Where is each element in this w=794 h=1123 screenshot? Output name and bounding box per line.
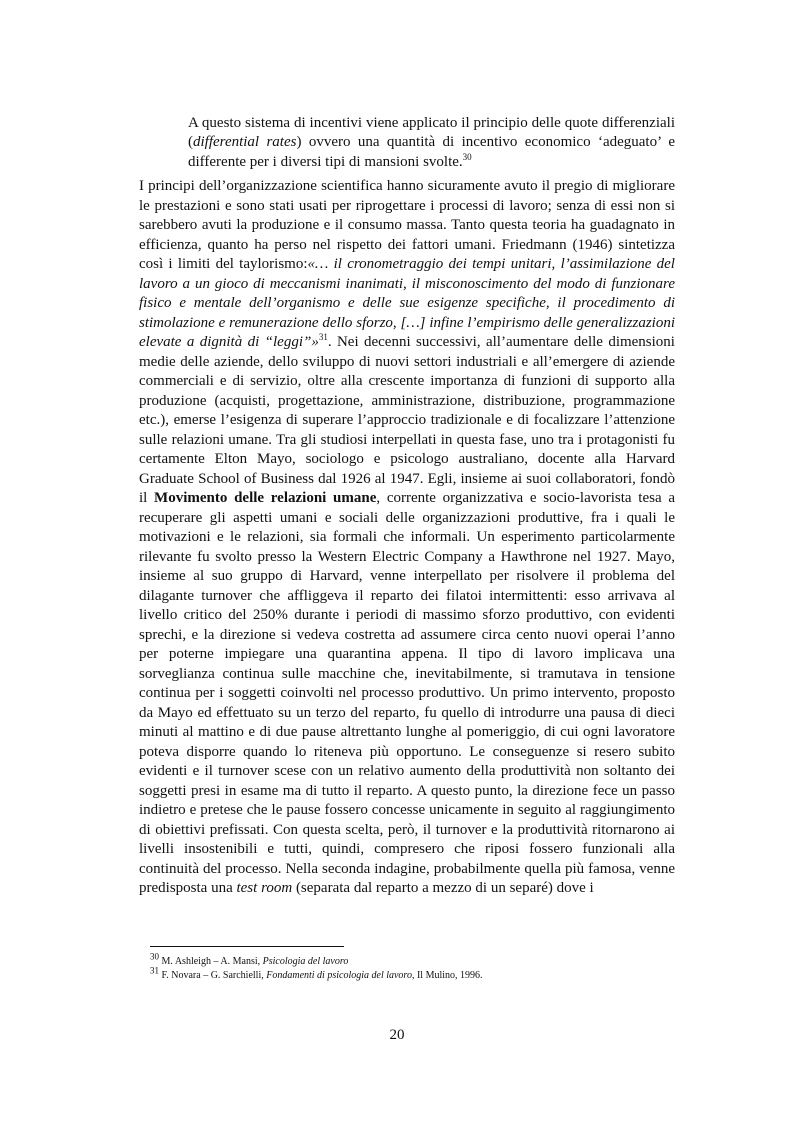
footnote-rest: Il Mulino, 1996. (414, 970, 483, 981)
body-text-4: (separata dal reparto a mezzo di un separé) dove i (292, 880, 594, 896)
bold-term: Movimento delle relazioni umane (154, 490, 377, 506)
footnote-authors: M. Ashleigh – A. Mansi, (161, 956, 263, 967)
body-paragraph (139, 177, 675, 899)
footnote-title: Psicologia del lavoro (262, 956, 349, 967)
body-text-3: , corrente organizzativa e socio-lavorista tesa a recuperare gli aspetti umani e sociali delle organizzazioni produttive, fra i quali le motivazioni e le relazioni, sia formali che informali. Un esperimento particolarmente rilevante fu svolto presso la Western Electric Company a Hawthrone nel 1927. Mayo, insieme al suo gruppo di Harvard, venne interpellato per risolvere il problema del dilagante turnover che affliggeva il reparto dei filatoi intermittenti: esso arrivava al livello critico del 250% durante i periodi di massimo sforzo produttivo, con evidenti sprechi, e la direzione si vedeva costretta ad assumere circa cento nuovi operai l’anno per poterne impiegare una quarantina appena. Il tipo di lavoro implicava una sorveglianza continua sulle macchine che, inevitabilmente, si tramutava in tensione continua per i soggetti coinvolti nel processo produttivo. Un primo intervento, proposto da Mayo ed effettuato su un terzo del reparto, fu quello di introdurre una pausa di dieci minuti al mattino e di due pause altrettanto lunghe al pomeriggio, di cui ogni lavoratore poteva disporre quando lo riteneva più opportuno. Le conseguenze si resero subito evidenti e il turnover scese con un relativo aumento della produttività non soltanto dei soggetti presi in esame ma di tutto il reparto. A questo punto, la direzione fece un passo indietro e pretese che le pause fossero concesse unicamente in seguito al raggiungimento di obiettivi prefissati. Con questa scelta, però, il turnover e la produttività ritornarono ai livelli insostenibili e tutti, quindi, compresero che riposi fossero funzionali alla continuità del processo. Nella seconda indagine, probabilmente quella più famosa, venne predisposta una (139, 490, 675, 896)
friedmann-quote: «… il cronometraggio dei tempi unitari, l’assimilazione del lavoro a un gioco di meccanismi inanimati, il misconoscimento del modo di funzionare fisico e mentale dell’organismo e delle sue esigenze specifiche, il procedimento di stimolazione e remunerazione dello sforzo, […] infine l’empirismo delle generalizzazioni elevate a dignità di “leggi”» (139, 256, 675, 350)
test-room-term: test room (236, 880, 293, 896)
footnote-31 (150, 965, 710, 983)
footnote-title: Fondamenti di psicologia del lavoro, (266, 970, 415, 981)
quote-emphasis: differential rates (193, 134, 297, 151)
footnote-ref-30: 30 (462, 151, 472, 162)
block-quote (188, 114, 675, 172)
quote-text-2: ) ovvero una quantità di incentivo economico ‘adeguato’ e differente per i diversi tipi di mansioni svolte. (188, 134, 675, 170)
footnote-30 (150, 951, 710, 969)
footnote-authors: F. Novara – G. Sarchielli, (161, 970, 267, 981)
page-number: 20 (389, 1027, 405, 1043)
footnote-ref-31: 31 (318, 332, 328, 342)
quote-text-1: A questo sistema di incentivi viene applicato il principio delle quote differenziali ( (188, 115, 675, 151)
body-text-2: . Nei decenni successivi, all’aumentare delle dimensioni medie delle aziende, dello sviluppo di nuovi settori industriali e all’emergere di aziende commerciali e di servizio, oltre alla crescente importanza di funzioni di supporto alla produzione (acquisti, progettazione, amministrazione, distribuzione, programmazione etc.), emerse l’esigenza di superare l’approccio tradizionale e di focalizzare l’attenzione sulle relazioni umane. Tra gli studiosi interpellati in questa fase, uno tra i protagonisti fu certamente Elton Mayo, sociologo e psicologo australiano, docente alla Harvard Graduate School of Business dal 1926 al 1947. Egli, insieme ai suoi collaboratori, fondò il (139, 334, 675, 506)
footnotes (150, 951, 710, 983)
body-text-1: I principi dell’organizzazione scientifica hanno sicuramente avuto il pregio di migliorare le prestazioni e sono stati usati per riprogettare i processi di lavoro; senza di essi non si sarebbero avuti la produzione e il consumo massa. Tanto questa teoria ha guadagnato in efficienza, quanto ha perso nel rispetto dei fattori umani. Friedmann (1946) sintetizza così i limiti del taylorismo: (139, 178, 675, 272)
footnote-number: 30 (150, 951, 159, 962)
footnote-number: 31 (150, 965, 159, 976)
footnote-divider (150, 946, 344, 947)
